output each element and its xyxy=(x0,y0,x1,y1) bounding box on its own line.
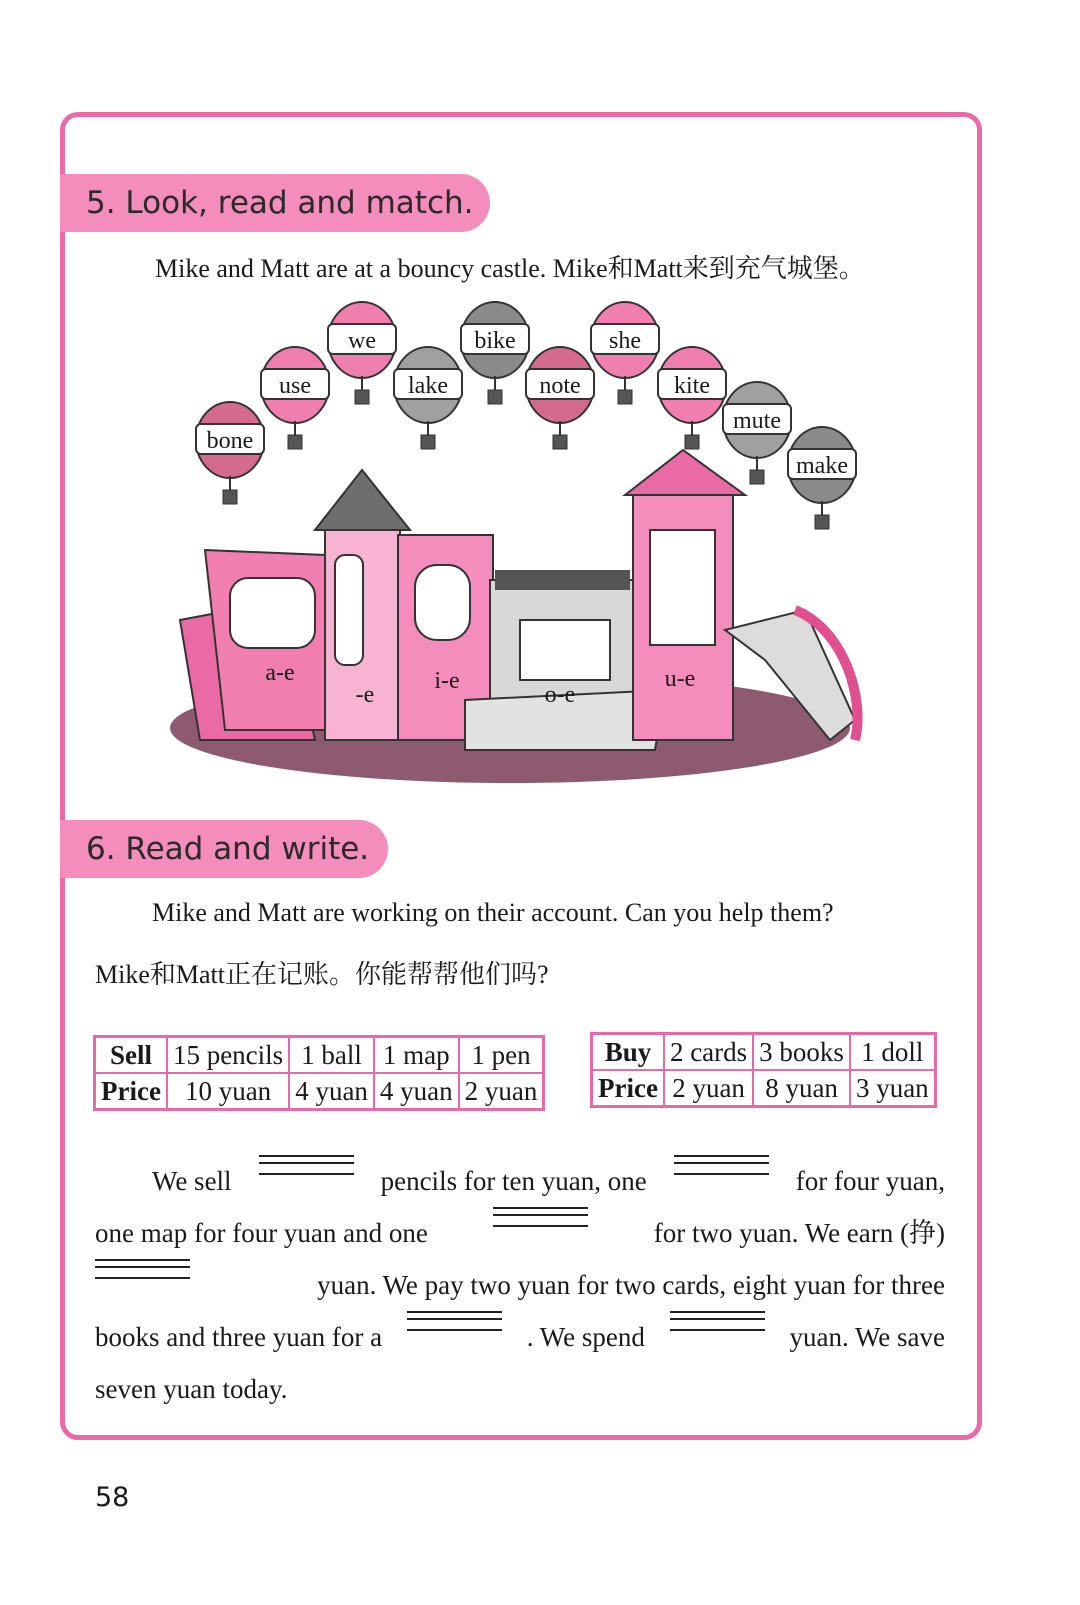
section6-intro-2: Mike和Matt正在记账。你能帮帮他们吗? xyxy=(95,960,549,989)
table-cell: 1 ball xyxy=(289,1037,374,1074)
balloon-label: note xyxy=(539,373,581,399)
gate-opening xyxy=(520,620,610,680)
section6-intro-1: Mike and Matt are working on their account. Can you help them? xyxy=(152,898,834,927)
table-cell: Buy xyxy=(592,1034,664,1071)
section5-intro: Mike and Matt are at a bouncy castle. Mike和Matt来到充气城堡。 xyxy=(155,254,865,283)
blank-3[interactable] xyxy=(493,1207,588,1227)
balloon-lake xyxy=(394,347,462,449)
balloon-use xyxy=(261,347,329,449)
table-cell: 2 yuan xyxy=(664,1070,753,1107)
table-cell: 1 map xyxy=(374,1037,459,1074)
table-cell: 1 pen xyxy=(459,1037,544,1074)
table-cell: 3 books xyxy=(753,1034,850,1071)
page-number: 58 xyxy=(95,1482,130,1513)
balloon-label: mute xyxy=(733,408,781,434)
table-cell: 8 yuan xyxy=(753,1070,850,1107)
middle-window xyxy=(415,565,470,640)
label-u-e: u-e xyxy=(664,666,696,692)
blank-1[interactable] xyxy=(259,1155,354,1175)
balloon-label: we xyxy=(348,328,376,354)
balloon-label: bone xyxy=(206,428,254,454)
label-i-e: i-e xyxy=(434,668,460,694)
table-cell: 1 doll xyxy=(850,1034,935,1071)
balloon-label: lake xyxy=(408,373,448,399)
label-e: -e xyxy=(355,682,375,708)
buy-row xyxy=(592,1034,936,1071)
gate-battlement xyxy=(495,570,630,590)
balloon-note xyxy=(526,347,594,449)
section6-heading: 6. Read and write. xyxy=(60,820,388,878)
sell-row xyxy=(95,1037,544,1074)
table-cell: 10 yuan xyxy=(167,1073,289,1110)
buy-table xyxy=(590,1032,937,1108)
balloon-she xyxy=(591,302,659,404)
sell-table xyxy=(93,1035,545,1111)
table-cell: 2 cards xyxy=(664,1034,753,1071)
blank-6[interactable] xyxy=(670,1311,765,1331)
left-window xyxy=(230,578,315,648)
table-cell: 4 yuan xyxy=(289,1073,374,1110)
balloon-mute xyxy=(723,382,791,484)
table-cell: 4 yuan xyxy=(374,1073,459,1110)
table-cell: 15 pencils xyxy=(167,1037,289,1074)
price-row xyxy=(95,1073,544,1110)
table-cell: Sell xyxy=(95,1037,167,1074)
door-handle xyxy=(335,555,363,665)
balloon-group xyxy=(196,302,856,529)
tower-2-window xyxy=(650,530,715,645)
balloon-kite xyxy=(658,347,726,449)
fill-in-passage: We sell pencils for ten yuan, one for four yuan, one map for four yuan and one for two yuan. We earn (挣) yuan. We pay two yuan for two cards, eight yuan for three books and three yuan for a . We spend yuan. We save seven yuan today. xyxy=(95,1155,945,1415)
section5-heading: 5. Look, read and match. xyxy=(60,174,490,232)
label-o-e: o-e xyxy=(544,682,576,708)
balloon-label: use xyxy=(279,373,311,399)
table-cell: Price xyxy=(95,1073,167,1110)
balloon-label: make xyxy=(796,453,848,479)
tower-1-roof xyxy=(315,470,410,530)
table-cell: Price xyxy=(592,1070,664,1107)
blank-2[interactable] xyxy=(674,1155,769,1175)
price-row xyxy=(592,1070,936,1107)
balloon-bike xyxy=(461,302,529,404)
table-cell: 3 yuan xyxy=(850,1070,935,1107)
blank-4[interactable] xyxy=(95,1259,190,1279)
tower-2-roof xyxy=(625,450,745,495)
balloon-bone xyxy=(196,402,264,504)
balloon-we xyxy=(328,302,396,404)
bouncy-castle-illustration xyxy=(165,300,865,790)
balloon-make xyxy=(788,427,856,529)
blank-5[interactable] xyxy=(407,1311,502,1331)
table-cell: 2 yuan xyxy=(459,1073,544,1110)
label-a-e: a-e xyxy=(265,660,295,686)
balloon-label: bike xyxy=(474,328,516,354)
balloon-label: she xyxy=(609,328,641,354)
balloon-label: kite xyxy=(674,373,710,399)
